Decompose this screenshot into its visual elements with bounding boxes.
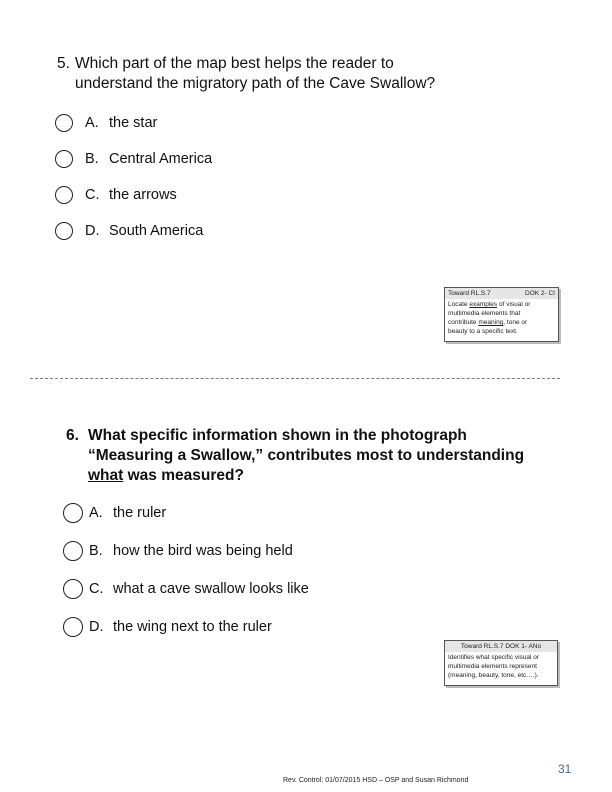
- radio-button[interactable]: [55, 186, 73, 204]
- option-letter: B.: [85, 151, 99, 167]
- standard-line-4: beauty to a specific text.: [448, 328, 518, 335]
- q5-option-a[interactable]: [55, 112, 157, 134]
- standard-text: Locate: [448, 301, 470, 308]
- question-6-line-3: [66, 466, 566, 486]
- question-6-line-3-text: was measured?: [123, 467, 244, 484]
- question-6-line-1: What specific information shown in the photograph: [88, 427, 467, 444]
- radio-button[interactable]: [55, 150, 73, 168]
- standard-line-2: multimedia elements that: [448, 310, 521, 317]
- option-letter: A.: [89, 505, 103, 521]
- question-5-line-2: understand the migratory path of the Cave Swallow?: [75, 75, 436, 92]
- standard-line-1: Identifies what specific visual or: [448, 654, 540, 661]
- radio-button[interactable]: [63, 579, 83, 599]
- standard-text-underlined: examples: [469, 301, 498, 308]
- standard-text: , tone or: [503, 319, 528, 326]
- q5-option-c[interactable]: [55, 184, 177, 206]
- option-text: the wing next to the ruler: [113, 619, 272, 635]
- radio-button[interactable]: [55, 222, 73, 240]
- standard-code: Toward RL.S.7: [448, 290, 491, 297]
- question-5-line-1: Which part of the map best helps the reader to: [75, 55, 394, 72]
- option-text: what a cave swallow looks like: [113, 581, 309, 597]
- page-number: 31: [558, 762, 572, 776]
- question-6-number: 6.: [66, 427, 79, 444]
- emphasis-word: what: [88, 467, 124, 484]
- option-text: the star: [109, 115, 158, 131]
- q6-option-b[interactable]: [63, 540, 293, 562]
- q5-option-d[interactable]: [55, 220, 203, 242]
- radio-button[interactable]: [63, 503, 83, 523]
- option-text: the arrows: [109, 187, 177, 203]
- option-text: Central America: [109, 151, 213, 167]
- standard-text-underlined: meaning: [478, 319, 504, 326]
- question-5-number: 5.: [57, 55, 70, 72]
- question-6-line-2: “Measuring a Swallow,” contributes most to understanding: [88, 447, 525, 464]
- section-divider: [30, 378, 560, 379]
- q6-option-d[interactable]: [63, 616, 272, 638]
- question-6-stem: [66, 426, 566, 486]
- option-text: the ruler: [113, 505, 167, 521]
- option-letter: C.: [85, 187, 100, 203]
- q5-standard-box: [444, 287, 559, 342]
- option-text: how the bird was being held: [113, 543, 293, 559]
- footer-revision: Rev. Control: 01/07/2015 HSD – OSP and Susan Richmond: [283, 777, 469, 784]
- q6-standard-box: [444, 640, 558, 686]
- standard-dok: DOK 2- CI: [525, 290, 555, 297]
- option-letter: D.: [89, 619, 104, 635]
- option-letter: D.: [85, 223, 100, 239]
- standard-line-1: [448, 300, 555, 309]
- q6-option-c[interactable]: [63, 578, 309, 600]
- standard-header: Toward RL.S.7 DOK 1- ANo: [445, 641, 557, 652]
- option-letter: A.: [85, 115, 99, 131]
- standard-line-3: (meaning, beauty, tone, etc.…).: [448, 672, 539, 679]
- q6-option-a[interactable]: [63, 502, 166, 524]
- radio-button[interactable]: [63, 541, 83, 561]
- standard-text: of visual or: [497, 301, 531, 308]
- option-text: South America: [109, 223, 204, 239]
- radio-button[interactable]: [63, 617, 83, 637]
- standard-text: contribute: [448, 319, 479, 326]
- radio-button[interactable]: [55, 114, 73, 132]
- option-letter: C.: [89, 581, 104, 597]
- standard-line-3: [448, 318, 555, 327]
- standard-line-2: multimedia elements represent: [448, 663, 537, 670]
- q5-option-b[interactable]: [55, 148, 212, 170]
- standard-header: [445, 288, 558, 299]
- question-5-stem: [57, 54, 557, 94]
- option-letter: B.: [89, 543, 103, 559]
